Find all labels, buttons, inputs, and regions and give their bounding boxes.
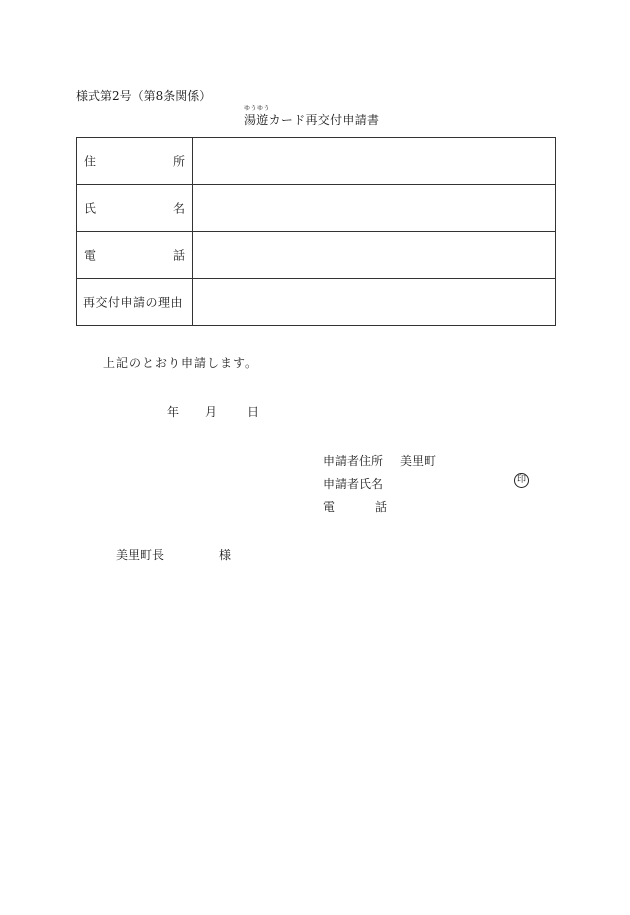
reason-label: 再交付申請の理由 <box>83 295 184 310</box>
reason-field[interactable] <box>193 279 556 326</box>
applicant-phone-label-right: 話 <box>375 500 388 514</box>
applicant-name-label: 申請者氏名 <box>323 477 384 491</box>
address-label-left: 住 <box>84 154 97 169</box>
table-row-name <box>77 185 556 232</box>
application-statement: 上記のとおり申請します。 <box>103 356 259 370</box>
title-ruby: ゆうゆう <box>244 105 271 112</box>
applicant-address-value: 美里町 <box>400 454 437 468</box>
name-label-left: 氏 <box>84 201 97 216</box>
date-year-label: 年 <box>167 405 180 419</box>
applicant-address-label: 申請者住所 <box>323 454 384 468</box>
phone-label-left: 電 <box>84 248 97 263</box>
name-label-cell <box>77 185 193 232</box>
document-title: 湯遊カード再交付申請書 <box>244 113 380 127</box>
form-number: 様式第2号（第8条関係） <box>76 89 212 103</box>
date-month-label: 月 <box>205 405 218 419</box>
addressee-name: 美里町長 <box>116 548 165 562</box>
applicant-phone-label-left: 電 <box>323 500 336 514</box>
name-label-right: 名 <box>172 201 185 216</box>
reason-label-cell <box>77 279 193 326</box>
phone-label-right: 話 <box>172 248 185 263</box>
phone-label-cell <box>77 232 193 279</box>
seal-mark: 印 <box>514 473 529 488</box>
address-label-cell <box>77 138 193 185</box>
table-row-address <box>77 138 556 185</box>
address-label-right: 所 <box>172 154 185 169</box>
address-field[interactable] <box>193 138 556 185</box>
table-row-phone <box>77 232 556 279</box>
application-form-table <box>76 137 556 326</box>
table-row-reason <box>77 279 556 326</box>
phone-field[interactable] <box>193 232 556 279</box>
addressee-honorific: 様 <box>219 548 232 562</box>
date-day-label: 日 <box>247 405 260 419</box>
name-field[interactable] <box>193 185 556 232</box>
